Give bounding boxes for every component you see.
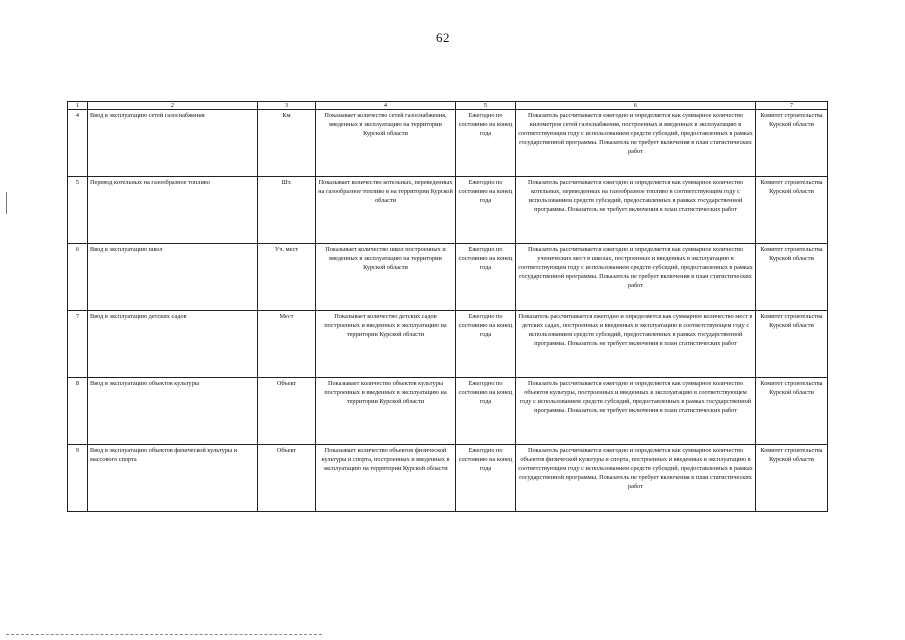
indicator-description: Показывает количество объектов физической культуры и спорта, построенных и введенных в эксплуатацию на территории Курской области (316, 445, 456, 512)
unit-of-measure: Мест (258, 311, 316, 378)
column-header: 1 (68, 102, 88, 110)
calculation-method: Показатель рассчитывается ежегодно и определяется как суммарное количество мест в детских садах, построенных и введенных в эксплуатацию в соответствующем году с использованием средств субсидий, предоставленных в рамках государственной программы. Показатель не требует включения в план статистических работ (516, 311, 756, 378)
column-header: 2 (88, 102, 258, 110)
calculation-method: Показатель рассчитывается ежегодно и определяется как суммарное количество котельных, переведенных на газообразное топливо в соответствующем году с использованием средств субсидий, предоставленных в рамках государственной программы. Показатель не требует включения в план статистических работ (516, 177, 756, 244)
column-header: 3 (258, 102, 316, 110)
periodicity: Ежегодно по состоянию на конец года (456, 244, 516, 311)
scan-margin-mark (6, 192, 7, 214)
indicator-description: Показывает количество котельных, переведенных на газообразное топливо в на территории Курской области (316, 177, 456, 244)
responsible-body: Комитет строительства Курской области (756, 110, 828, 177)
scan-bottom-mark (6, 634, 322, 636)
periodicity: Ежегодно по состоянию на конец года (456, 311, 516, 378)
responsible-body: Комитет строительства Курской области (756, 445, 828, 512)
unit-of-measure: Шт. (258, 177, 316, 244)
responsible-body: Комитет строительства Курской области (756, 311, 828, 378)
indicator-name: Ввод в эксплуатацию сетей газоснабжения (88, 110, 258, 177)
row-number: 7 (68, 311, 88, 378)
table-header-row (68, 102, 828, 110)
calculation-method: Показатель рассчитывается ежегодно и определяется как суммарное количество объектов культуры, построенных и введенных в эксплуатацию в соответствующем году с использованием средств субсидий, предоставленных в рамках государственной программы. Показатель не требует включения в план статистических работ (516, 378, 756, 445)
column-header: 4 (316, 102, 456, 110)
periodicity: Ежегодно по состоянию на конец года (456, 110, 516, 177)
calculation-method: Показатель рассчитывается ежегодно и определяется как суммарное количество километров сетей газоснабжения, построенных и введенных в эксплуатацию в соответствующем году с использованием средств субсидий, предоставленных в рамках государственной программы. Показатель не требует включения в план статистических работ (516, 110, 756, 177)
column-header: 7 (756, 102, 828, 110)
row-number: 9 (68, 445, 88, 512)
indicator-description: Показывает количество сетей газоснабжения, введенных в эксплуатацию на территории Курской области (316, 110, 456, 177)
row-number: 6 (68, 244, 88, 311)
table-row (68, 378, 828, 445)
indicator-name: Ввод в эксплуатацию школ (88, 244, 258, 311)
table-row (68, 445, 828, 512)
responsible-body: Комитет строительства Курской области (756, 378, 828, 445)
indicator-name: Ввод в эксплуатацию детских садов (88, 311, 258, 378)
unit-of-measure: Уч. мест (258, 244, 316, 311)
periodicity: Ежегодно по состоянию на конец года (456, 445, 516, 512)
indicator-description: Показывает количество детских садов построенных и введенных в эксплуатацию на территории Курской области (316, 311, 456, 378)
periodicity: Ежегодно по состоянию на конец года (456, 177, 516, 244)
table-row (68, 244, 828, 311)
unit-of-measure: Объект (258, 378, 316, 445)
table-row (68, 311, 828, 378)
indicator-description: Показывает количество школ построенных и введенных в эксплуатацию на территории Курской области (316, 244, 456, 311)
indicator-name: Ввод в эксплуатацию объектов физической культуры и массового спорта (88, 445, 258, 512)
indicator-description: Показывает количество объектов культуры построенных и введенных в эксплуатацию на территории Курской области (316, 378, 456, 445)
unit-of-measure: Объект (258, 445, 316, 512)
calculation-method: Показатель рассчитывается ежегодно и определяется как суммарное количество объектов физической культуры и спорта, построенных и введенных в эксплуатацию в соответствующем году с использованием средств субсидий, предоставленных в рамках государственной программы. Показатель не требует включения в план статистических работ (516, 445, 756, 512)
calculation-method: Показатель рассчитывается ежегодно и определяется как суммарное количество ученических мест в школах, построенных и введенных в эксплуатацию в соответствующем году с использованием средств субсидий, предоставленных в рамках государственной программы. Показатель не требует включения в план статистических работ (516, 244, 756, 311)
table-row (68, 177, 828, 244)
row-number: 4 (68, 110, 88, 177)
row-number: 8 (68, 378, 88, 445)
indicator-name: Перевод котельных на газообразное топливо (88, 177, 258, 244)
responsible-body: Комитет строительства Курской области (756, 244, 828, 311)
table-row (68, 110, 828, 177)
responsible-body: Комитет строительства Курской области (756, 177, 828, 244)
indicators-table (67, 101, 828, 512)
page-number: 62 (436, 30, 450, 45)
periodicity: Ежегодно по состоянию на конец года (456, 378, 516, 445)
column-header: 5 (456, 102, 516, 110)
unit-of-measure: Км (258, 110, 316, 177)
column-header: 6 (516, 102, 756, 110)
row-number: 5 (68, 177, 88, 244)
indicator-name: Ввод в эксплуатацию объектов культуры (88, 378, 258, 445)
